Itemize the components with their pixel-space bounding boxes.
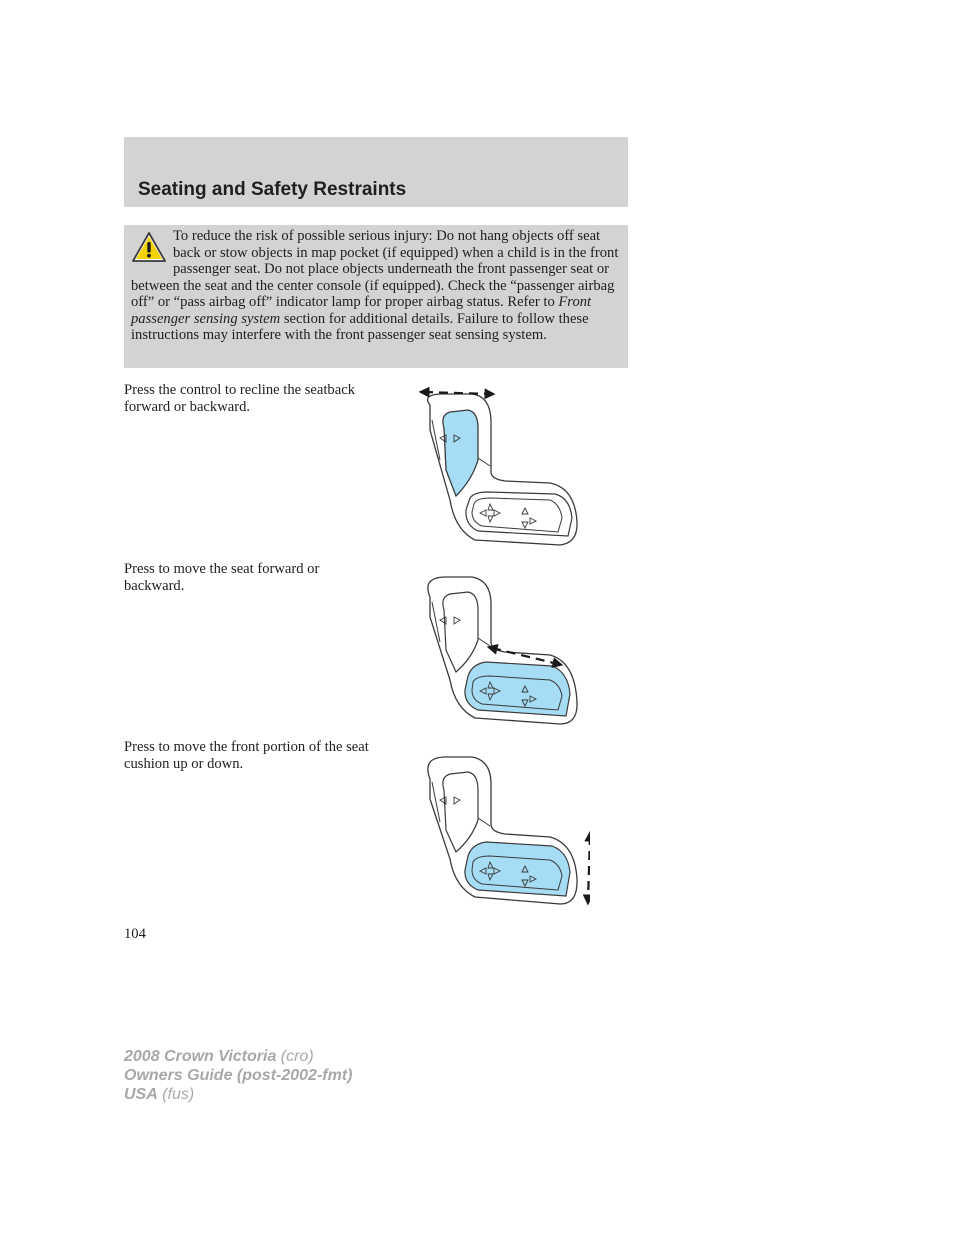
footer-line-3: USA (fus) bbox=[124, 1086, 195, 1103]
seatback-recline-control-figure bbox=[410, 380, 590, 555]
page-number: 104 bbox=[124, 926, 146, 942]
front-passenger-sensing-reference: Front passenger sensing system bbox=[131, 294, 592, 327]
footer-line-2: Owners Guide (post-2002-fmt) bbox=[124, 1067, 353, 1084]
document-footer bbox=[124, 1047, 352, 1104]
cushion-control-highlight bbox=[465, 662, 570, 716]
section-title: Seating and Safety Restraints bbox=[138, 179, 407, 200]
footer-line-1: 2008 Crown Victoria (cro) bbox=[124, 1048, 314, 1065]
warning-box bbox=[124, 225, 628, 368]
seat-forward-backward-control-figure bbox=[410, 572, 590, 747]
instruction-recline-text: Press the control to recline the seatback forward or backward. bbox=[124, 382, 355, 415]
cushion-front-control-highlight bbox=[465, 842, 570, 896]
instruction-cushion-tilt-text: Press to move the front portion of the seat cushion up or down. bbox=[124, 739, 369, 772]
cushion-front-up-down-control-figure bbox=[410, 754, 590, 929]
warning-triangle-icon bbox=[131, 231, 167, 264]
instruction-fore-aft-text: Press to move the seat forward or backward. bbox=[124, 561, 320, 594]
warning-text: To reduce the risk of possible serious injury: Do not hang objects off seat back or stow objects in map pocket (if equipped) when a child is in the front passenger seat. Do not place objects underneath the front passenger seat or between the seat and the center console (if equipped). Check the “passenger airbag off” or “pass airbag off” indicator lamp for proper airbag status. Refer to Front passenger sensing system section for additional details. Failure to follow these instructions may interfere with the front passenger seat sensing system. bbox=[131, 228, 619, 343]
section-header-band bbox=[124, 137, 628, 207]
